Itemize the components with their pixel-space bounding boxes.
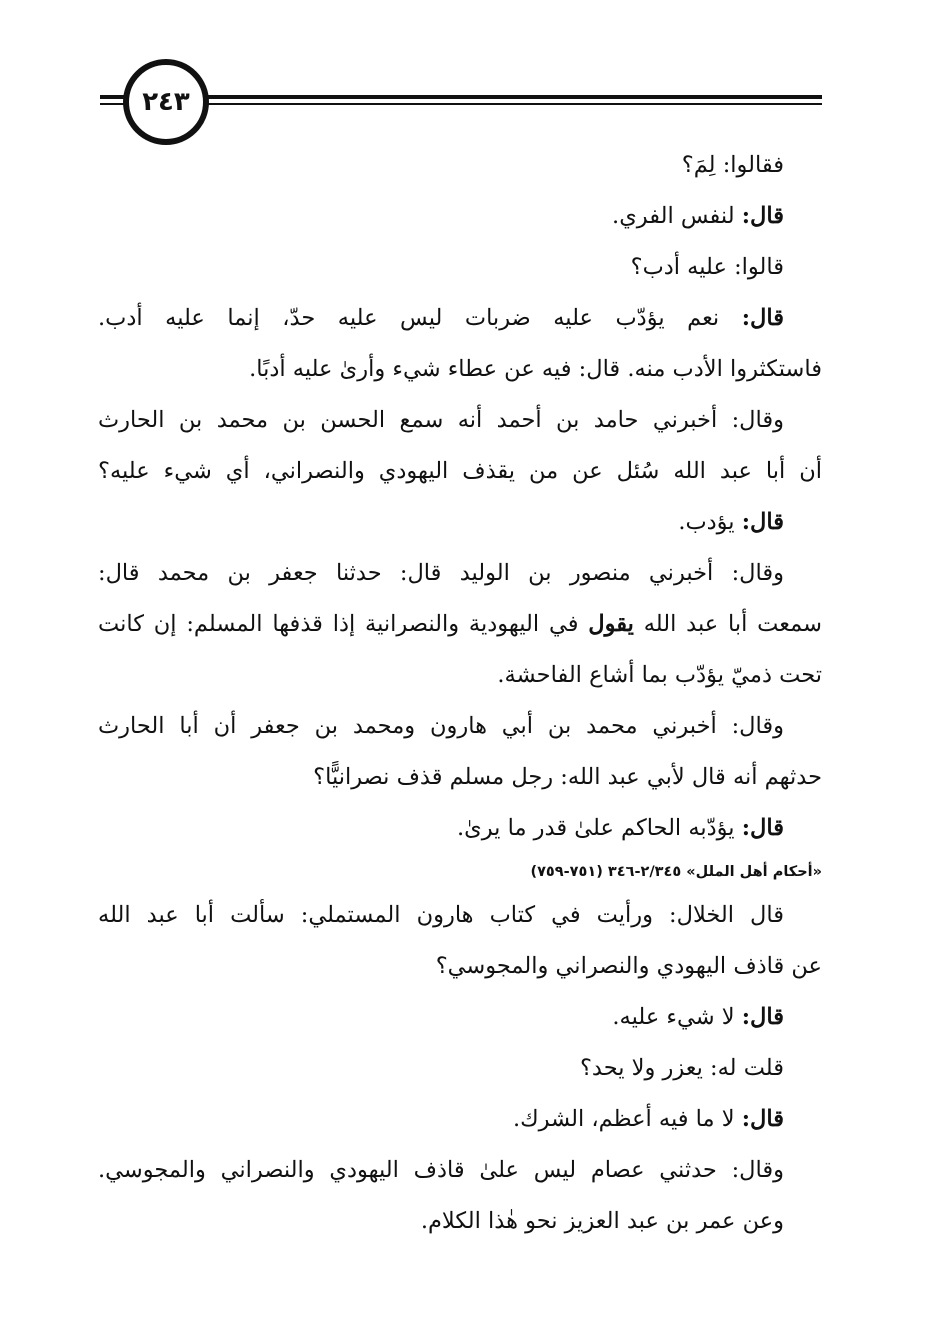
page-number-badge bbox=[123, 59, 209, 145]
line-text: لا شيء عليه. bbox=[612, 1004, 742, 1030]
speaker-label: قال: bbox=[741, 1004, 784, 1030]
text-line-4 bbox=[98, 293, 822, 344]
text-line-21 bbox=[98, 1196, 822, 1247]
text-line-15 bbox=[98, 890, 822, 941]
line-text: فاستكثروا الأدب منه. قال: فيه عن عطاء شيء وأرىٰ عليه أدبًا. bbox=[249, 356, 822, 382]
speaker-label: قال: bbox=[741, 1106, 784, 1132]
text-line-1 bbox=[98, 140, 822, 191]
page-header bbox=[0, 0, 939, 150]
line-text: قال الخلال: ورأيت في كتاب هارون المستملي: سألت أبا عبد الله bbox=[98, 902, 784, 928]
line-text: وقال: أخبرني محمد بن أبي هارون ومحمد بن جعفر أن أبا الحارث bbox=[98, 713, 784, 739]
text-line-10 bbox=[98, 599, 822, 650]
text-line-11 bbox=[98, 650, 822, 701]
line-text: في اليهودية والنصرانية إذا قذفها المسلم: إن كانت bbox=[98, 611, 589, 637]
line-text: فقالوا: لِمَ؟ bbox=[681, 152, 784, 178]
line-text: عن قاذف اليهودي والنصراني والمجوسي؟ bbox=[435, 953, 822, 979]
line-text: يؤدب. bbox=[678, 509, 742, 535]
text-line-6 bbox=[98, 395, 822, 446]
line-text: وقال: حدثني عصام ليس علىٰ قاذف اليهودي والنصراني والمجوسي. bbox=[98, 1157, 784, 1183]
line-text: قالوا: عليه أدب؟ bbox=[630, 254, 784, 280]
line-text: وعن عمر بن عبد العزيز نحو هٰذا الكلام. bbox=[420, 1208, 784, 1234]
text-line-2 bbox=[98, 191, 822, 242]
text-line-17 bbox=[98, 992, 822, 1043]
text-line-20 bbox=[98, 1145, 822, 1196]
text-line-16 bbox=[98, 941, 822, 992]
line-text: يؤدّبه الحاكم علىٰ قدر ما يرىٰ. bbox=[457, 815, 742, 841]
line-text: أن أبا عبد الله سُئل عن من يقذف اليهودي والنصراني، أي شيء عليه؟ bbox=[98, 458, 822, 484]
line-text: سمعت أبا عبد الله bbox=[633, 611, 822, 637]
speaker-label: قال: bbox=[741, 815, 784, 841]
page-body bbox=[98, 140, 822, 1247]
text-line-18 bbox=[98, 1043, 822, 1094]
source-citation: «أحكام أهل الملل» ٢/٣٤٥-٣٤٦ (٧٥١-٧٥٩) bbox=[530, 864, 822, 880]
line-text: نعم يؤدّب عليه ضربات ليس عليه حدّ، إنما عليه أدب. bbox=[98, 305, 742, 331]
speaker-label: قال: bbox=[741, 509, 784, 535]
text-line-9 bbox=[98, 548, 822, 599]
text-line-3 bbox=[98, 242, 822, 293]
line-text: وقال: أخبرني حامد بن أحمد أنه سمع الحسن بن محمد بن الحارث bbox=[98, 407, 784, 433]
text-line-8 bbox=[98, 497, 822, 548]
text-line-7 bbox=[98, 446, 822, 497]
line-text: لنفس الفري. bbox=[612, 203, 742, 229]
line-text: لا ما فيه أعظم، الشرك. bbox=[512, 1106, 742, 1132]
line-text: قلت له: يعزر ولا يحد؟ bbox=[579, 1055, 784, 1081]
line-text: تحت ذميّ يؤدّب بما أشاع الفاحشة. bbox=[497, 662, 822, 688]
text-line-14 bbox=[98, 803, 822, 854]
text-line-12 bbox=[98, 701, 822, 752]
text-line-19 bbox=[98, 1094, 822, 1145]
line-text: حدثهم أنه قال لأبي عبد الله: رجل مسلم قذف نصرانيًّا؟ bbox=[313, 764, 822, 790]
page-number: ٢٤٣ bbox=[142, 87, 190, 117]
line-text: وقال: أخبرني منصور بن الوليد قال: حدثنا جعفر بن محمد قال: bbox=[98, 560, 784, 586]
text-line-13 bbox=[98, 752, 822, 803]
text-line-5 bbox=[98, 344, 822, 395]
speaker-label: قال: bbox=[741, 203, 784, 229]
speaker-label: قال: bbox=[741, 305, 784, 331]
emphasis-text: يقول bbox=[588, 611, 634, 637]
